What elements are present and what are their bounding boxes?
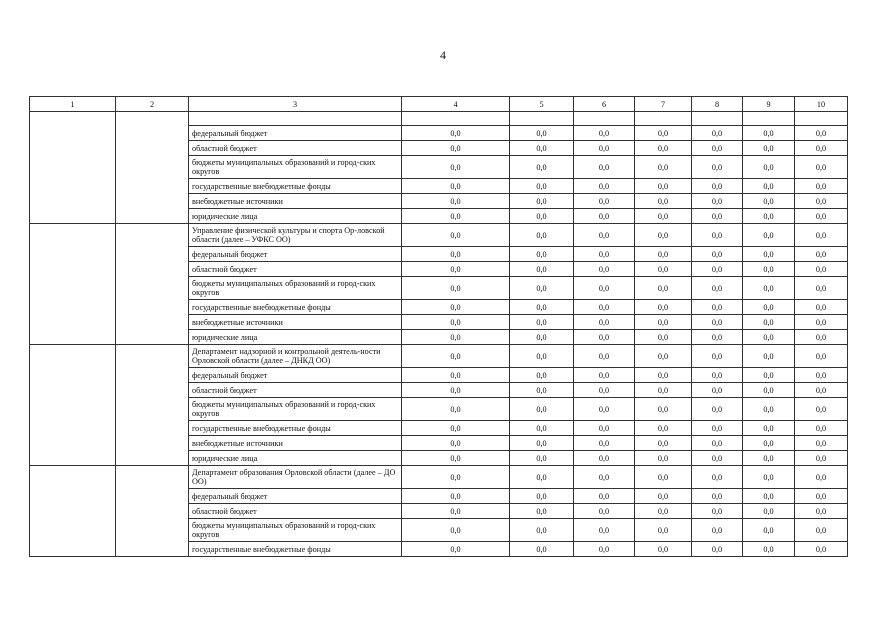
value-cell: 0,0	[692, 156, 743, 179]
value-cell: 0,0	[692, 466, 743, 489]
value-cell: 0,0	[635, 383, 692, 398]
group-title-cell	[116, 112, 189, 224]
row-label: государственные внебюджетные фонды	[189, 300, 402, 315]
value-cell: 0,0	[510, 126, 574, 141]
value-cell: 0,0	[510, 383, 574, 398]
row-label: федеральный бюджет	[189, 489, 402, 504]
row-label: государственные внебюджетные фонды	[189, 421, 402, 436]
value-cell: 0,0	[510, 277, 574, 300]
value-cell: 0,0	[692, 330, 743, 345]
row-label: юридические лица	[189, 209, 402, 224]
value-cell: 0,0	[743, 224, 795, 247]
value-cell: 0,0	[795, 247, 848, 262]
value-cell: 0,0	[795, 436, 848, 451]
table-row	[30, 466, 848, 489]
value-cell: 0,0	[574, 126, 635, 141]
value-cell: 0,0	[635, 315, 692, 330]
value-cell: 0,0	[574, 156, 635, 179]
column-header: 3	[189, 97, 402, 112]
value-cell	[795, 112, 848, 126]
value-cell: 0,0	[692, 194, 743, 209]
value-cell: 0,0	[635, 345, 692, 368]
value-cell: 0,0	[574, 194, 635, 209]
value-cell: 0,0	[510, 209, 574, 224]
value-cell: 0,0	[574, 247, 635, 262]
value-cell: 0,0	[574, 179, 635, 194]
value-cell: 0,0	[635, 179, 692, 194]
value-cell	[402, 112, 510, 126]
row-label: федеральный бюджет	[189, 368, 402, 383]
value-cell: 0,0	[743, 383, 795, 398]
value-cell: 0,0	[574, 504, 635, 519]
row-label: бюджеты муниципальных образований и город-ских округов	[189, 398, 402, 421]
value-cell: 0,0	[692, 345, 743, 368]
value-cell: 0,0	[635, 209, 692, 224]
value-cell: 0,0	[635, 489, 692, 504]
value-cell: 0,0	[795, 179, 848, 194]
value-cell: 0,0	[692, 368, 743, 383]
value-cell: 0,0	[574, 315, 635, 330]
value-cell: 0,0	[574, 368, 635, 383]
value-cell: 0,0	[635, 156, 692, 179]
header-row	[30, 97, 848, 112]
value-cell: 0,0	[743, 156, 795, 179]
value-cell: 0,0	[743, 466, 795, 489]
value-cell: 0,0	[795, 126, 848, 141]
group-title-cell	[116, 224, 189, 345]
group-title-cell	[116, 466, 189, 557]
value-cell: 0,0	[635, 194, 692, 209]
value-cell: 0,0	[510, 262, 574, 277]
value-cell: 0,0	[510, 542, 574, 557]
value-cell: 0,0	[510, 421, 574, 436]
value-cell: 0,0	[510, 436, 574, 451]
value-cell: 0,0	[402, 247, 510, 262]
value-cell: 0,0	[574, 421, 635, 436]
value-cell: 0,0	[402, 542, 510, 557]
row-label: внебюджетные источники	[189, 315, 402, 330]
table-row	[30, 224, 848, 247]
value-cell: 0,0	[635, 141, 692, 156]
row-label: областной бюджет	[189, 383, 402, 398]
row-label: юридические лица	[189, 330, 402, 345]
value-cell: 0,0	[574, 277, 635, 300]
value-cell: 0,0	[402, 330, 510, 345]
value-cell: 0,0	[743, 141, 795, 156]
value-cell	[692, 112, 743, 126]
value-cell: 0,0	[402, 368, 510, 383]
value-cell	[510, 112, 574, 126]
value-cell: 0,0	[574, 436, 635, 451]
column-header: 4	[402, 97, 510, 112]
value-cell: 0,0	[574, 383, 635, 398]
value-cell: 0,0	[574, 398, 635, 421]
value-cell	[743, 112, 795, 126]
value-cell: 0,0	[510, 489, 574, 504]
value-cell: 0,0	[402, 345, 510, 368]
value-cell: 0,0	[402, 262, 510, 277]
value-cell: 0,0	[402, 398, 510, 421]
value-cell: 0,0	[402, 209, 510, 224]
value-cell: 0,0	[795, 194, 848, 209]
value-cell: 0,0	[510, 224, 574, 247]
value-cell: 0,0	[743, 398, 795, 421]
value-cell: 0,0	[795, 300, 848, 315]
value-cell: 0,0	[743, 330, 795, 345]
value-cell: 0,0	[795, 504, 848, 519]
value-cell: 0,0	[692, 141, 743, 156]
group-number-cell	[30, 345, 116, 466]
value-cell: 0,0	[510, 315, 574, 330]
value-cell: 0,0	[692, 489, 743, 504]
value-cell: 0,0	[402, 451, 510, 466]
value-cell: 0,0	[692, 383, 743, 398]
value-cell: 0,0	[510, 194, 574, 209]
value-cell: 0,0	[574, 209, 635, 224]
value-cell: 0,0	[635, 330, 692, 345]
value-cell: 0,0	[795, 141, 848, 156]
value-cell: 0,0	[574, 300, 635, 315]
value-cell: 0,0	[402, 224, 510, 247]
value-cell: 0,0	[402, 421, 510, 436]
value-cell: 0,0	[510, 179, 574, 194]
value-cell: 0,0	[510, 156, 574, 179]
value-cell: 0,0	[692, 300, 743, 315]
value-cell: 0,0	[743, 504, 795, 519]
value-cell: 0,0	[692, 519, 743, 542]
value-cell: 0,0	[795, 315, 848, 330]
value-cell: 0,0	[692, 542, 743, 557]
value-cell: 0,0	[692, 315, 743, 330]
column-header: 5	[510, 97, 574, 112]
row-label	[189, 112, 402, 126]
value-cell: 0,0	[795, 368, 848, 383]
value-cell: 0,0	[635, 126, 692, 141]
value-cell: 0,0	[743, 489, 795, 504]
value-cell: 0,0	[574, 224, 635, 247]
value-cell: 0,0	[510, 247, 574, 262]
value-cell: 0,0	[510, 398, 574, 421]
value-cell: 0,0	[795, 542, 848, 557]
value-cell: 0,0	[510, 519, 574, 542]
row-label: бюджеты муниципальных образований и город-ских округов	[189, 519, 402, 542]
value-cell: 0,0	[402, 504, 510, 519]
row-label: Управление физической культуры и спорта Ор-ловской области (далее – УФКС ОО)	[189, 224, 402, 247]
row-label: областной бюджет	[189, 504, 402, 519]
value-cell: 0,0	[574, 542, 635, 557]
value-cell: 0,0	[635, 451, 692, 466]
value-cell: 0,0	[402, 194, 510, 209]
value-cell: 0,0	[743, 519, 795, 542]
value-cell: 0,0	[510, 345, 574, 368]
value-cell: 0,0	[635, 466, 692, 489]
value-cell: 0,0	[743, 277, 795, 300]
value-cell: 0,0	[692, 277, 743, 300]
value-cell: 0,0	[692, 504, 743, 519]
value-cell: 0,0	[795, 398, 848, 421]
value-cell: 0,0	[402, 383, 510, 398]
value-cell: 0,0	[743, 247, 795, 262]
value-cell: 0,0	[402, 126, 510, 141]
table-row	[30, 112, 848, 126]
value-cell: 0,0	[692, 209, 743, 224]
column-header: 2	[116, 97, 189, 112]
value-cell: 0,0	[743, 179, 795, 194]
value-cell: 0,0	[743, 262, 795, 277]
value-cell: 0,0	[635, 262, 692, 277]
group-title-cell	[116, 345, 189, 466]
value-cell: 0,0	[692, 398, 743, 421]
value-cell: 0,0	[635, 277, 692, 300]
table-body	[30, 112, 848, 557]
row-label: внебюджетные источники	[189, 194, 402, 209]
value-cell: 0,0	[692, 126, 743, 141]
value-cell: 0,0	[692, 451, 743, 466]
value-cell: 0,0	[795, 489, 848, 504]
row-label: бюджеты муниципальных образований и город-ских округов	[189, 156, 402, 179]
value-cell: 0,0	[692, 247, 743, 262]
value-cell: 0,0	[635, 436, 692, 451]
value-cell: 0,0	[692, 224, 743, 247]
value-cell: 0,0	[743, 209, 795, 224]
value-cell: 0,0	[510, 141, 574, 156]
row-label: Департамент надзорной и контрольной деятель-ности Орловской области (далее – ДНКД ОО)	[189, 345, 402, 368]
row-label: внебюджетные источники	[189, 436, 402, 451]
value-cell: 0,0	[402, 179, 510, 194]
value-cell: 0,0	[743, 542, 795, 557]
value-cell: 0,0	[743, 126, 795, 141]
value-cell: 0,0	[635, 300, 692, 315]
value-cell: 0,0	[795, 466, 848, 489]
value-cell: 0,0	[795, 345, 848, 368]
value-cell: 0,0	[743, 421, 795, 436]
value-cell: 0,0	[574, 451, 635, 466]
row-label: федеральный бюджет	[189, 126, 402, 141]
value-cell: 0,0	[743, 368, 795, 383]
value-cell: 0,0	[574, 489, 635, 504]
value-cell: 0,0	[692, 179, 743, 194]
value-cell: 0,0	[743, 194, 795, 209]
value-cell: 0,0	[635, 519, 692, 542]
value-cell	[635, 112, 692, 126]
value-cell: 0,0	[402, 436, 510, 451]
value-cell: 0,0	[635, 224, 692, 247]
value-cell: 0,0	[635, 421, 692, 436]
value-cell: 0,0	[402, 466, 510, 489]
value-cell: 0,0	[510, 330, 574, 345]
row-label: юридические лица	[189, 451, 402, 466]
column-header: 7	[635, 97, 692, 112]
budget-table	[29, 96, 848, 557]
value-cell: 0,0	[574, 141, 635, 156]
value-cell: 0,0	[795, 451, 848, 466]
value-cell: 0,0	[795, 383, 848, 398]
value-cell: 0,0	[743, 451, 795, 466]
value-cell: 0,0	[574, 466, 635, 489]
value-cell: 0,0	[795, 421, 848, 436]
row-label: областной бюджет	[189, 141, 402, 156]
table-row	[30, 345, 848, 368]
value-cell: 0,0	[743, 300, 795, 315]
row-label: государственные внебюджетные фонды	[189, 179, 402, 194]
column-header: 10	[795, 97, 848, 112]
value-cell: 0,0	[510, 368, 574, 383]
value-cell: 0,0	[635, 398, 692, 421]
value-cell: 0,0	[574, 330, 635, 345]
value-cell: 0,0	[402, 141, 510, 156]
page-number: 4	[440, 48, 446, 62]
value-cell: 0,0	[743, 436, 795, 451]
value-cell: 0,0	[635, 247, 692, 262]
value-cell: 0,0	[510, 300, 574, 315]
row-label: федеральный бюджет	[189, 247, 402, 262]
value-cell: 0,0	[510, 466, 574, 489]
value-cell: 0,0	[574, 345, 635, 368]
value-cell: 0,0	[795, 224, 848, 247]
column-header: 8	[692, 97, 743, 112]
value-cell: 0,0	[692, 262, 743, 277]
column-header: 6	[574, 97, 635, 112]
group-number-cell	[30, 224, 116, 345]
column-header: 9	[743, 97, 795, 112]
group-number-cell	[30, 112, 116, 224]
value-cell: 0,0	[795, 209, 848, 224]
value-cell: 0,0	[692, 421, 743, 436]
value-cell: 0,0	[795, 277, 848, 300]
row-label: бюджеты муниципальных образований и город-ских округов	[189, 277, 402, 300]
value-cell: 0,0	[635, 368, 692, 383]
value-cell: 0,0	[510, 451, 574, 466]
value-cell: 0,0	[402, 300, 510, 315]
value-cell: 0,0	[635, 504, 692, 519]
row-label: Департамент образования Орловской области (далее – ДО ОО)	[189, 466, 402, 489]
value-cell: 0,0	[574, 262, 635, 277]
column-header: 1	[30, 97, 116, 112]
value-cell	[574, 112, 635, 126]
value-cell: 0,0	[402, 156, 510, 179]
value-cell: 0,0	[510, 504, 574, 519]
value-cell: 0,0	[402, 519, 510, 542]
value-cell: 0,0	[743, 345, 795, 368]
value-cell: 0,0	[574, 519, 635, 542]
value-cell: 0,0	[402, 489, 510, 504]
row-label: областной бюджет	[189, 262, 402, 277]
value-cell: 0,0	[402, 277, 510, 300]
row-label: государственные внебюджетные фонды	[189, 542, 402, 557]
value-cell: 0,0	[743, 315, 795, 330]
group-number-cell	[30, 466, 116, 557]
value-cell: 0,0	[402, 315, 510, 330]
value-cell: 0,0	[692, 436, 743, 451]
value-cell: 0,0	[635, 542, 692, 557]
value-cell: 0,0	[795, 330, 848, 345]
value-cell: 0,0	[795, 156, 848, 179]
value-cell: 0,0	[795, 519, 848, 542]
value-cell: 0,0	[795, 262, 848, 277]
